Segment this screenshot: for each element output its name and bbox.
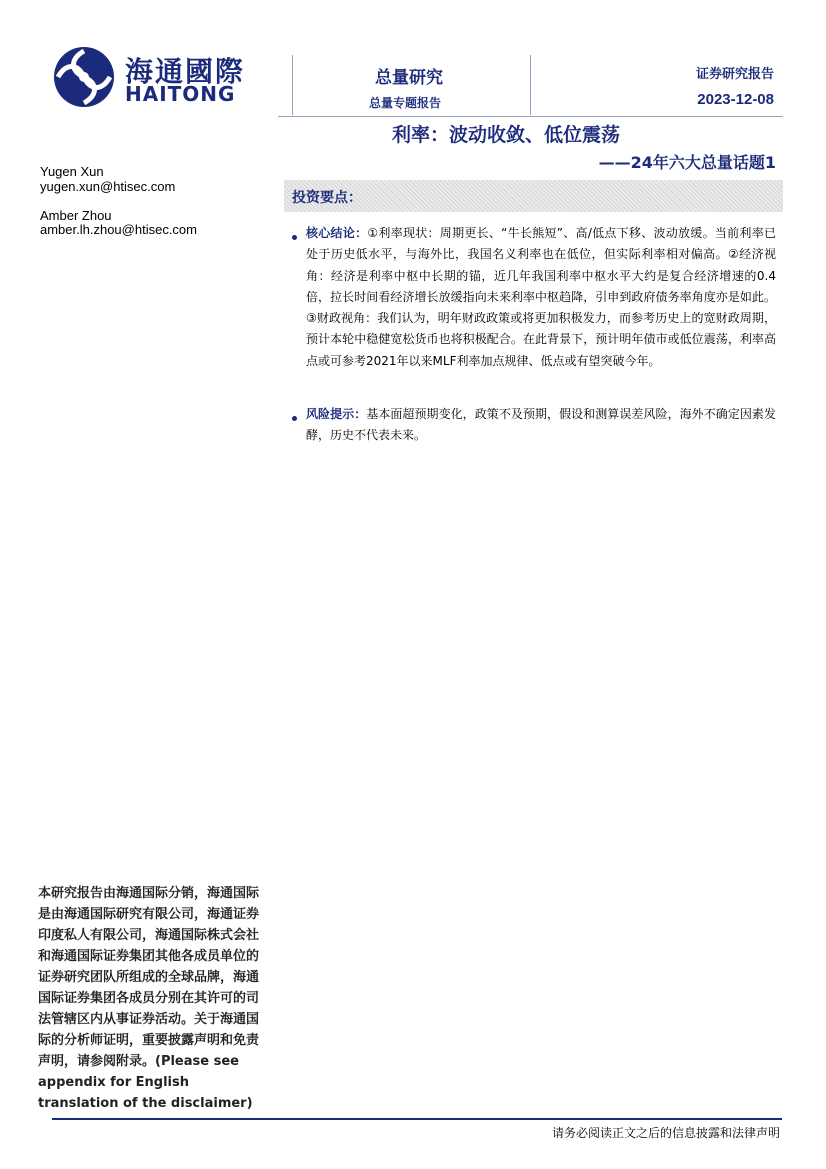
disclaimer-text: 本研究报告由海通国际分销，海通国际是由海通国际研究有限公司，海通证券印度私人有限公司，海通国际株式会社和海通国际证券集团其他各成员单位的证券研究团队所组成的全球品牌，海通国际证券集团各成员分别在其许可的司法管辖区内从事证券活动。关于海通国际的分析师证明，重要披露声明和免责声明，请参阅附录。(Please see appendix for English translation of the disclaimer)	[38, 886, 260, 1111]
haitong-logo-icon	[52, 45, 116, 109]
key-point-risk	[306, 404, 776, 447]
bullet-icon	[292, 416, 297, 421]
author-email[interactable]: yugen.xun@htisec.com	[40, 179, 176, 194]
footer-rule	[52, 1118, 782, 1120]
key-points-header	[284, 180, 783, 212]
key-point-text: 基本面超预期变化，政策不及预期，假设和测算误差风险，海外不确定因素发酵，历史不代表未来。	[306, 407, 776, 443]
key-point-label: 核心结论：	[306, 226, 368, 240]
page-title: 利率：波动收敛、低位震荡	[392, 124, 621, 146]
header-rule	[278, 116, 783, 117]
report-date: 2023-12-08	[697, 91, 774, 108]
key-point-label: 风险提示：	[306, 407, 367, 421]
bullet-icon	[292, 235, 297, 240]
page-subtitle: ——24年六大总量话题1	[598, 153, 776, 172]
author-name: Yugen Xun	[40, 164, 104, 179]
report-category: 总量研究	[375, 68, 443, 88]
author-email[interactable]: amber.lh.zhou@htisec.com	[40, 222, 197, 237]
report-type: 证券研究报告	[695, 67, 774, 82]
brand-name-en: HAITONG	[125, 82, 236, 106]
author-name: Amber Zhou	[40, 208, 112, 223]
brand-name-cn: 海通國際	[125, 55, 246, 88]
key-points-heading: 投资要点：	[292, 190, 362, 206]
report-subcategory: 总量专题报告	[369, 96, 442, 110]
footer-note: 请务必阅读正文之后的信息披露和法律声明	[551, 1126, 780, 1140]
header-divider-left	[292, 55, 293, 115]
key-point-text: ①利率现状：周期更长、“牛长熊短”、高/低点下移、波动放缓。当前利率已处于历史低水平，与海外比，我国名义利率也在低位，但实际利率相对偏高。②经济视角：经济是利率中枢中长期的锚，近几年我国利率中枢水平大约是复合经济增速的0.4倍，拉长时间看经济增长放缓指向未来利率中枢趋降，引申到政府债务率角度亦是如此。③财政视角：我们认为，明年财政政策或将更加积极发力，而参考历史上的宽财政周期，预计本轮中稳健宽松货币也将积极配合。在此背景下，预计明年债市或低位震荡，利率高点或可参考2021年以来MLF利率加点规律、低点或有望突破今年。	[306, 226, 776, 368]
key-point-core-conclusion	[306, 223, 776, 372]
header-divider-right	[530, 55, 531, 115]
